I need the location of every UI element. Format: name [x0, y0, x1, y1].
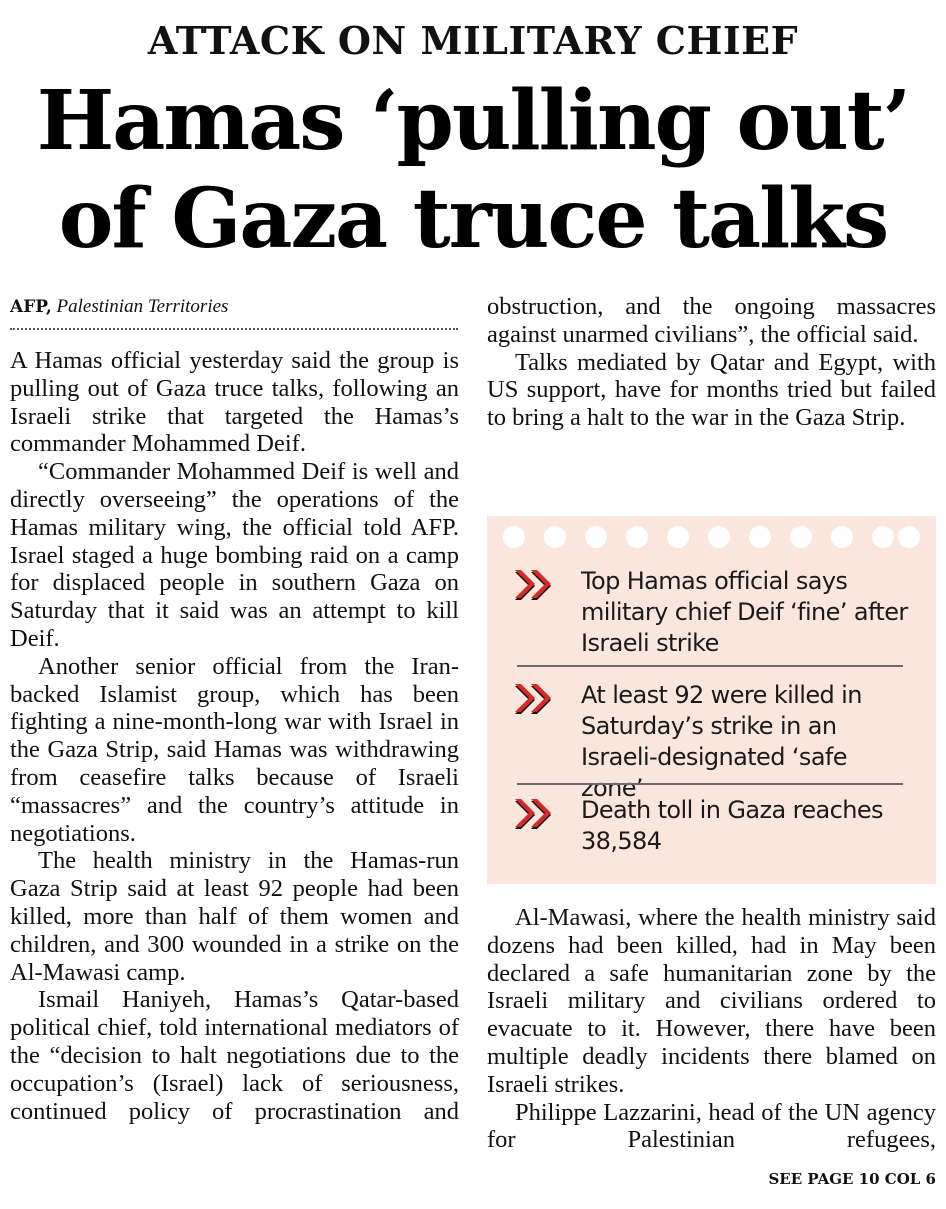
- article-column-right-bottom: [487, 904, 936, 1154]
- factbox-item-text: Top Hamas official says military chief Deif ‘fine’ after Israeli strike: [581, 567, 908, 657]
- notepad-hole: [790, 526, 812, 548]
- notepad-hole: [667, 526, 689, 548]
- notepad-hole: [544, 526, 566, 548]
- double-chevron-icon: [515, 795, 555, 835]
- notepad-hole: [503, 526, 525, 548]
- article-column-left: [10, 347, 459, 1125]
- notepad-hole: [831, 526, 853, 548]
- byline: [10, 296, 458, 318]
- notepad-hole: [749, 526, 771, 548]
- byline-divider: [10, 328, 458, 330]
- double-chevron-icon: [515, 680, 555, 720]
- notepad-hole: [585, 526, 607, 548]
- headline-line-1: Hamas ‘pulling out’: [36, 73, 910, 169]
- paragraph: Another senior official from the Iran-backed Islamist group, which has been fighting a nine-month-long war with Israel in the Gaza Strip, said Hamas was withdrawing from ceasefire talks because of Israeli “massacres” and the country’s attitude in negotiations.: [10, 652, 459, 847]
- headline: [0, 72, 946, 268]
- byline-location: Palestinian Territories: [56, 296, 229, 317]
- factbox: [487, 516, 936, 884]
- continuation-jump-line: SEE PAGE 10 COL 6: [768, 1170, 936, 1188]
- notepad-hole: [872, 526, 894, 548]
- byline-source: AFP,: [10, 297, 52, 317]
- paragraph: Ismail Haniyeh, Hamas’s Qatar-based political chief, told international mediators of the “decision to halt negotiations due to the occupation’s (Israel) lack of seriousness, continued policy of procrastination and: [10, 986, 459, 1125]
- paragraph: Philippe Lazzarini, head of the UN agency for Palestinian refugees,: [487, 1098, 936, 1154]
- paragraph: The health ministry in the Hamas-run Gaza Strip said at least 92 people had been killed, more than half of them women and children, and 300 wounded in a strike on the Al-Mawasi camp.: [10, 847, 459, 986]
- factbox-item-text: At least 92 were killed in Saturday’s strike in an Israeli-designated ‘safe zone’: [581, 681, 862, 802]
- notepad-hole: [708, 526, 730, 548]
- paragraph: Talks mediated by Qatar and Egypt, with US support, have for months tried but failed to bring a halt to the war in the Gaza Strip.: [487, 348, 936, 432]
- paragraph: obstruction, and the ongoing massacres against unarmed civilians”, the official said.: [487, 293, 936, 348]
- kicker: ATTACK ON MILITARY CHIEF: [147, 18, 799, 63]
- notepad-hole: [898, 526, 920, 548]
- notepad-hole: [626, 526, 648, 548]
- paragraph: “Commander Mohammed Deif is well and directly overseeing” the operations of the Hamas military wing, the official told AFP. Israel staged a huge bombing raid on a camp for displaced people in southern Gaza on Saturday that it said was an attempt to kill Deif.: [10, 458, 459, 652]
- factbox-item-text: Death toll in Gaza reaches 38,584: [581, 796, 883, 855]
- paragraph: Al-Mawasi, where the health ministry said dozens had been killed, had in May been declared a safe humanitarian zone by the Israeli military and civilians ordered to evacuate to it. However, there have been multiple deadly incidents there blamed on Israeli strikes.: [487, 904, 936, 1098]
- double-chevron-icon: [515, 566, 555, 606]
- factbox-divider: [517, 783, 903, 785]
- headline-line-2: of Gaza truce talks: [58, 171, 888, 267]
- article-column-right-top: [487, 293, 936, 432]
- paragraph: A Hamas official yesterday said the group is pulling out of Gaza truce talks, following an Israeli strike that targeted the Hamas’s commander Mohammed Deif.: [10, 347, 459, 458]
- factbox-divider: [517, 665, 903, 667]
